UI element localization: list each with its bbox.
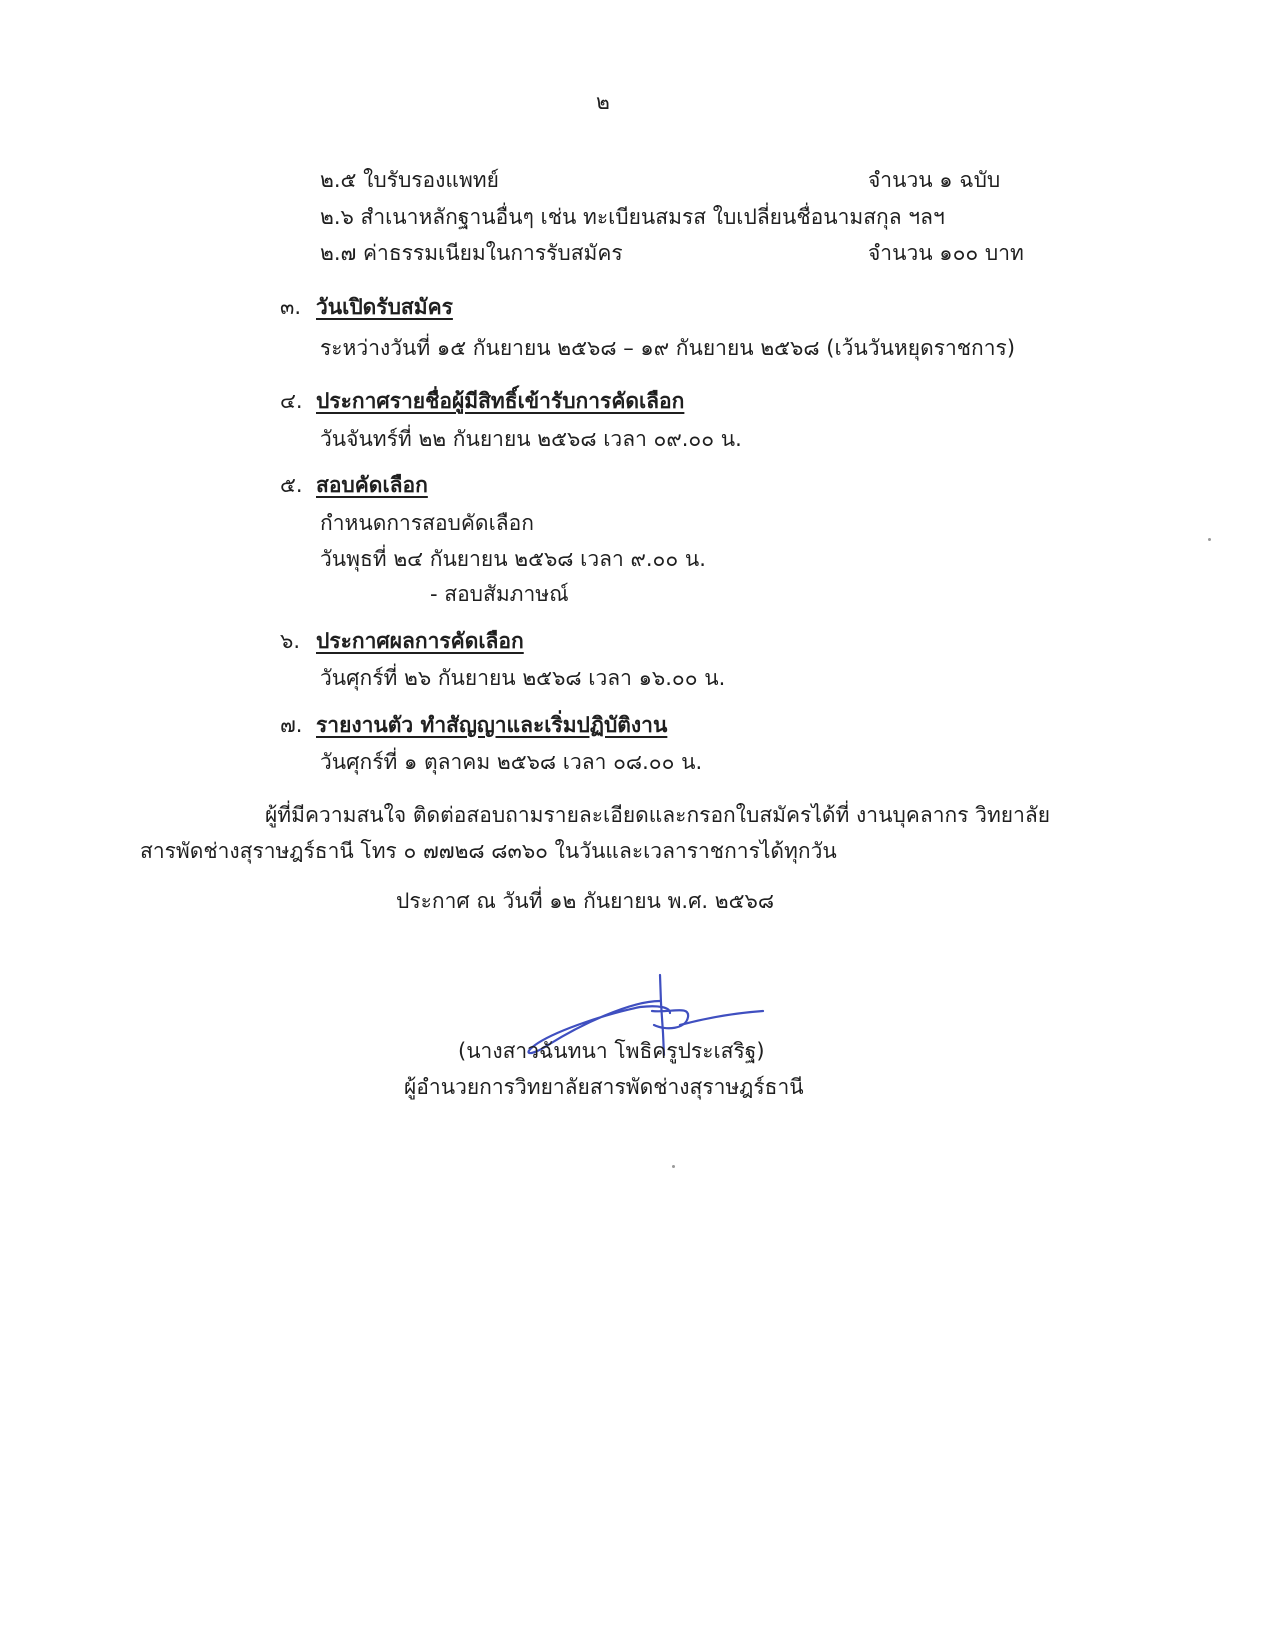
contact-paragraph-line: ผู้ที่มีความสนใจ ติดต่อสอบถามรายละเอียดและกรอกใบสมัครได้ที่ งานบุคลากร วิทยาลัย <box>265 803 1051 827</box>
section-number: ๕. <box>280 473 303 497</box>
signatory-name: (นางสาวฉันทนา โพธิครูประเสริฐ) <box>458 1039 765 1063</box>
section-detail: กำหนดการสอบคัดเลือก <box>320 511 534 535</box>
section-number: ๓. <box>280 295 302 319</box>
section-title: ประกาศรายชื่อผู้มีสิทธิ์เข้ารับการคัดเลือก <box>316 389 685 413</box>
document-item-label: ๒.๕ ใบรับรองแพทย์ <box>320 168 499 192</box>
section-title: วันเปิดรับสมัคร <box>316 295 453 319</box>
contact-paragraph-line: สารพัดช่างสุราษฎร์ธานี โทร ๐ ๗๗๒๘ ๘๓๖๐ ในวันและเวลาราชการได้ทุกวัน <box>140 839 837 863</box>
document-item-amount: จำนวน ๑๐๐ บาท <box>868 241 1024 265</box>
scan-speck <box>672 1165 675 1168</box>
section-number: ๖. <box>280 629 301 653</box>
document-item-label: ๒.๗ ค่าธรรมเนียมในการรับสมัคร <box>320 241 623 265</box>
section-heading <box>280 626 524 656</box>
page-number: ๒ <box>596 90 610 114</box>
section-detail: ระหว่างวันที่ ๑๕ กันยายน ๒๕๖๘ – ๑๙ กันยายน ๒๕๖๘ (เว้นวันหยุดราชการ) <box>320 336 1016 360</box>
document-item-amount: จำนวน ๑ ฉบับ <box>868 168 1001 192</box>
document-item-label: ๒.๖ สำเนาหลักฐานอื่นๆ เช่น ทะเบียนสมรส ใบเปลี่ยนชื่อนามสกุล ฯลฯ <box>320 205 945 229</box>
scan-speck <box>1208 538 1211 541</box>
section-number: ๗. <box>280 713 303 737</box>
announcement-date: ประกาศ ณ วันที่ ๑๒ กันยายน พ.ศ. ๒๕๖๘ <box>396 889 775 913</box>
section-detail: วันจันทร์ที่ ๒๒ กันยายน ๒๕๖๘ เวลา ๐๙.๐๐ น. <box>320 427 742 451</box>
section-heading <box>280 386 684 416</box>
section-detail: - สอบสัมภาษณ์ <box>430 582 569 606</box>
section-title: ประกาศผลการคัดเลือก <box>316 629 524 653</box>
section-heading <box>280 292 453 322</box>
section-title: สอบคัดเลือก <box>316 473 428 497</box>
section-heading <box>280 710 667 740</box>
section-detail: วันศุกร์ที่ ๑ ตุลาคม ๒๕๖๘ เวลา ๐๘.๐๐ น. <box>320 750 703 774</box>
section-title: รายงานตัว ทำสัญญาและเริ่มปฏิบัติงาน <box>316 713 668 737</box>
section-detail: วันศุกร์ที่ ๒๖ กันยายน ๒๕๖๘ เวลา ๑๖.๐๐ น. <box>320 666 726 690</box>
section-heading <box>280 470 428 500</box>
section-number: ๔. <box>280 389 303 413</box>
section-detail: วันพุธที่ ๒๔ กันยายน ๒๕๖๘ เวลา ๙.๐๐ น. <box>320 547 706 571</box>
signatory-position: ผู้อำนวยการวิทยาลัยสารพัดช่างสุราษฎร์ธานี <box>404 1075 804 1099</box>
